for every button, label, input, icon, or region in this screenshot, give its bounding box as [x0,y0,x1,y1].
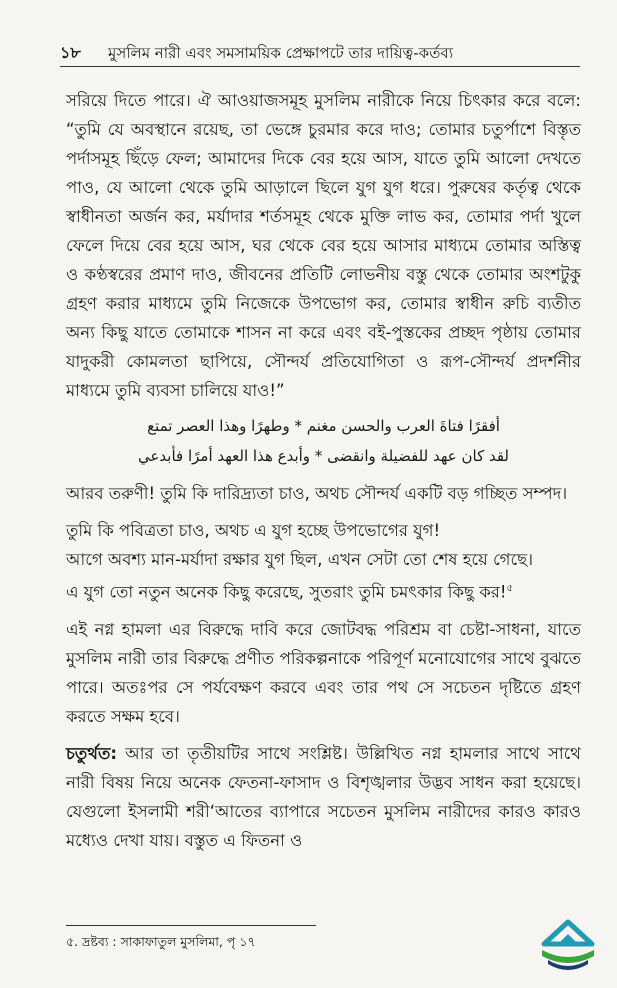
publisher-logo [536,918,600,974]
paragraph-3-lead: চতুর্থত: [66,743,117,763]
paragraph-3-text: আর তা তৃতীয়টির সাথে সংশ্লিষ্ট। উল্লিখিত নগ্ন হামলার সাথে সাথে নারী বিষয় নিয়ে অনেক ফেতনা-ফাসাদ ও বিশৃঙ্খলার উদ্ভব সাধন করা হয়েছে। যেগুলো ইসলামী শরী‘আতের ব্যাপারে সচেতন মুসলিম নারীদের কারও কারও মধ্যেও দেখা যায়। বস্তুত এ ফিতনা ও [66,743,581,850]
translation-line-4 [66,574,581,607]
translation-line-2: তুমি কি পবিত্রতা চাও, অথচ এ যুগ হচ্ছে উপভোগের যুগ! [66,521,441,540]
translation-line-3: আগে অবশ্য মান-মর্যাদা রক্ষার যুগ ছিল, এখন সেটা তো শেষ হয়ে গেছে। [66,550,534,569]
header-divider [60,66,580,67]
page-number: ১৮ [60,43,81,62]
translation-line-1: আরব তরুণী! তুমি কি দারিদ্র্যতা চাও, অথচ সৌন্দর্য একটি বড় গচ্ছিত সম্পদ। [66,484,568,503]
translation-line-4-text: এ যুগ তো নতুন অনেক কিছু করেছে, সুতরাং তুমি চমৎকার কিছু কর! [66,582,507,602]
paragraph-1: সরিয়ে দিতে পারে। ঐ আওয়াজসমূহ মুসলিম নারীকে নিয়ে চিৎকার করে বলে: “তুমি যে অবস্থানে রয়েছ, তা ভেঙ্গে চুরমার করে দাও; তোমার চতুর্পাশে বিস্তৃত পর্দাসমূহ ছিঁড়ে ফেল; আমাদের দিকে বের হয়ে আস, যাতে তুমি আলো দেখতে পাও, যে আলো থেকে তুমি আড়ালে ছিলে যুগ যুগ ধরে। পুরুষের কর্তৃত্ব থেকে স্বাধীনতা অর্জন কর, মর্যাদার শর্তসমূহ থেকে মুক্তি লাভ কর, তোমার পর্দা খুলে ফেলে দিয়ে বের হয়ে আস, ঘর থেকে বের হয়ে আসার মাধ্যমে তোমার অস্তিত্ব ও কণ্ঠস্বরের প্রমাণ দাও, জীবনের প্রতিটি লোভনীয় বস্তু থেকে তোমার অংশটুকু গ্রহণ করার মাধ্যমে তুমি নিজেকে উপভোগ কর, তোমার স্বাধীন রুচি ব্যতীত অন্য কিছু যাতে তোমাকে শাসন না করে এবং বই-পুস্তকের প্রচ্ছদ পৃষ্ঠায় তোমার যাদুকরী কোমলতা ছাপিয়ে, সৌন্দর্য প্রতিযোগিতা ও রূপ-সৌন্দর্য প্রদর্শনীর মাধ্যমে তুমি ব্যবসা চালিয়ে যাও!” [66,91,581,400]
paragraph-2: এই নগ্ন হামলা এর বিরুদ্ধে দাবি করে জোটবদ্ধ পরিশ্রম বা চেষ্টা-সাধনা, যাতে মুসলিম নারী তার বিরুদ্ধে প্রণীত পরিকল্পনাকে পরিপূর্ণ মনোযোগের সাথে বুঝতে পারে। অতঃপর সে পর্যবেক্ষণ করবে এবং তার পথ সে সচেতন দৃষ্টিতে গ্রহণ করতে সক্ষম হবে। [66,619,581,726]
footnote: ৫. দ্রষ্টব্য : সাকাফাতুল মুসলিমা, পৃ ১৭ [66,934,256,949]
footnote-marker: ৫ [506,583,513,594]
arabic-verse-block [66,411,581,471]
page-header [60,40,570,67]
arabic-verse-2: لقد كان عهد للفضيلة وانقضى * وأبدع هذا العهد أمرًا فأبدعي [137,447,510,465]
logo-inner-triangle-icon [558,934,578,944]
running-head: মুসলিম নারী এবং সমসাময়িক প্রেক্ষাপটে তার দায়িত্ব-কর্তব্য [108,44,454,62]
arabic-verse-1: أفقرًا فتاةَ العرب والحسن مغنم * وطهرًا وهذا العصر تمتع [147,417,500,435]
body-text [66,86,581,855]
paragraph-3 [66,739,581,855]
footnote-divider [66,925,316,926]
